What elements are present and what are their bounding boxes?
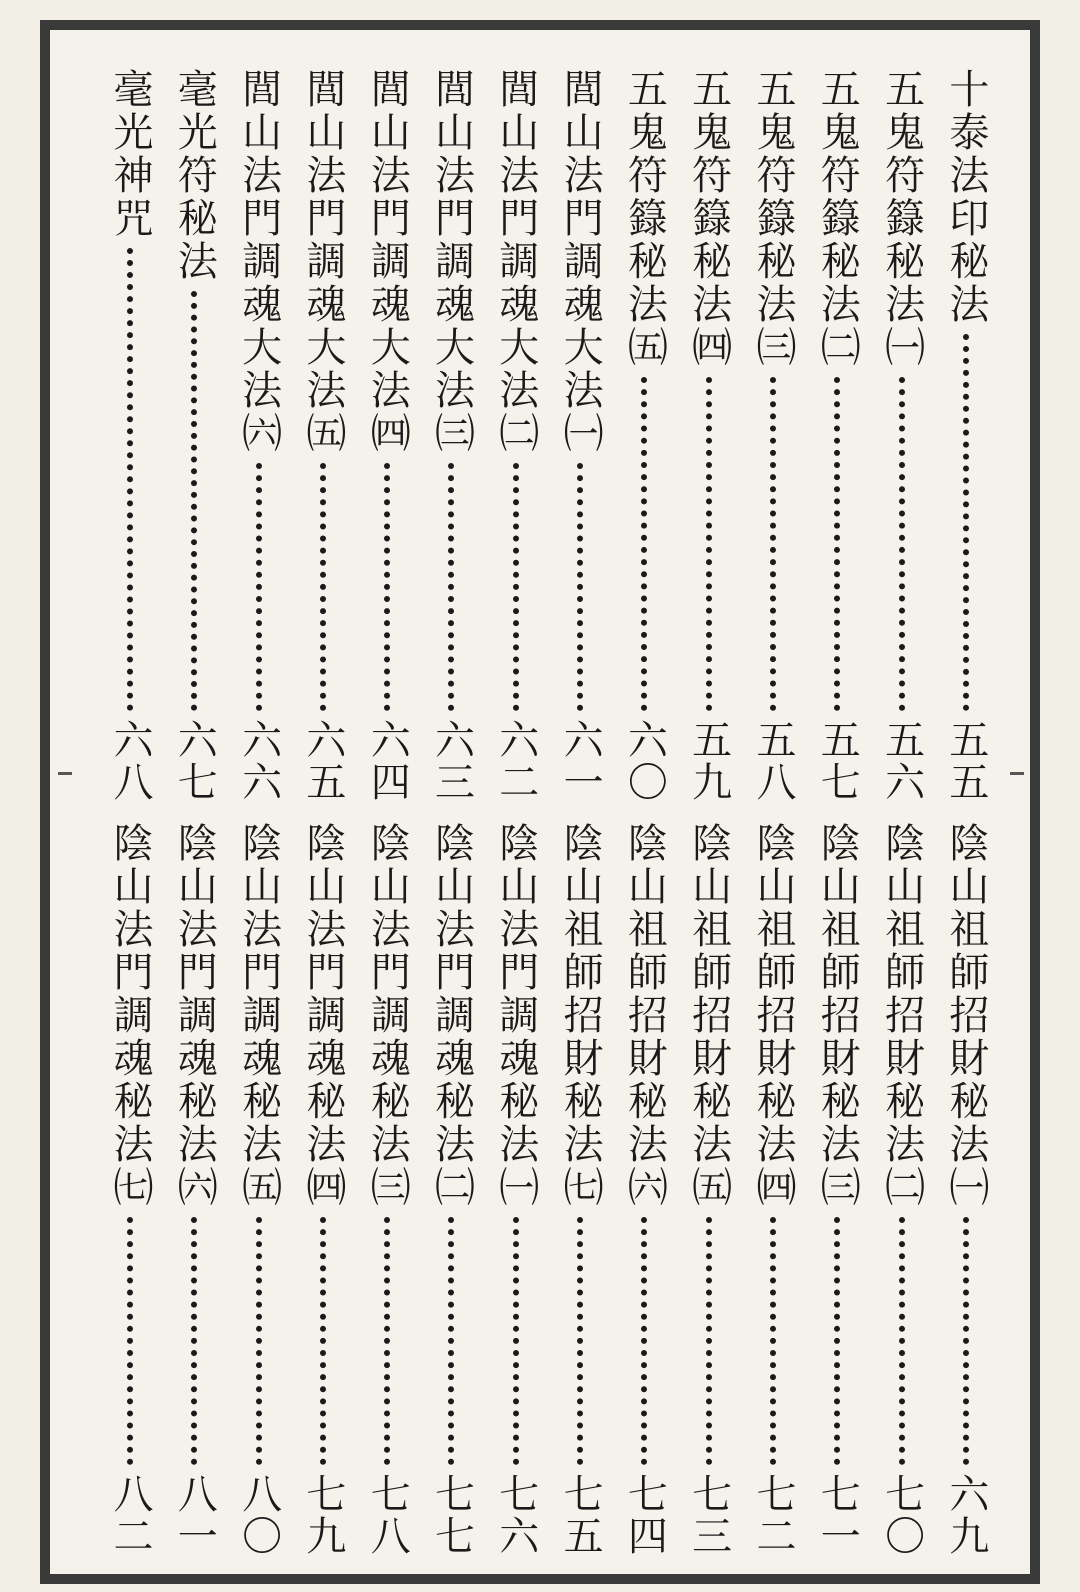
dotted-leader: [577, 1217, 583, 1465]
toc-entry[interactable]: [104, 68, 156, 803]
dotted-leader: [191, 1217, 197, 1465]
toc-entry-page-number: 五五: [942, 719, 989, 803]
toc-entry[interactable]: [490, 822, 542, 1557]
dotted-leader: [899, 377, 905, 711]
dotted-leader: [320, 1217, 326, 1465]
toc-entry-title: 陰山祖師招財秘法㈢: [814, 822, 861, 1209]
dotted-leader: [320, 463, 326, 711]
toc-entry-title: 閭山法門調魂大法㈥: [235, 68, 282, 455]
dotted-leader: [706, 377, 712, 711]
toc-entry-title: 五鬼符籙秘法㈡: [814, 68, 861, 369]
toc-entry[interactable]: [618, 822, 670, 1557]
toc-entry-page-number: 七九: [299, 1473, 346, 1557]
toc-entry[interactable]: [811, 68, 863, 803]
dotted-leader: [641, 1217, 647, 1465]
toc-entry-title: 閭山法門調魂大法㈡: [492, 68, 539, 455]
dotted-leader: [256, 1217, 262, 1465]
toc-entry-page-number: 六九: [942, 1473, 989, 1557]
toc-entry-page-number: 六二: [492, 719, 539, 803]
toc-entry-page-number: 七〇: [878, 1473, 925, 1557]
toc-entry[interactable]: [361, 68, 413, 803]
toc-entry-page-number: 六八: [107, 719, 153, 803]
toc-entry-title: 陰山法門調魂秘法㈡: [428, 822, 475, 1209]
toc-entry-title: 陰山祖師招財秘法㈦: [557, 822, 604, 1209]
dotted-leader: [513, 1217, 519, 1465]
toc-entry[interactable]: [876, 822, 928, 1557]
toc-entry[interactable]: [168, 68, 220, 803]
toc-entry-title: 毫光神咒: [107, 68, 153, 240]
toc-entry-title: 閭山法門調魂大法㈢: [428, 68, 475, 455]
toc-entry-title: 陰山法門調魂秘法㈤: [235, 822, 282, 1209]
dotted-leader: [641, 377, 647, 711]
toc-entry[interactable]: [425, 68, 477, 803]
toc-entry-title: 閭山法門調魂大法㈠: [557, 68, 604, 455]
toc-entry-title: 陰山法門調魂秘法㈠: [492, 822, 539, 1209]
toc-entry-page-number: 六七: [171, 719, 218, 803]
divider-tick-left: [58, 772, 72, 775]
toc-entry[interactable]: [876, 68, 928, 803]
toc-entry-title: 陰山法門調魂秘法㈥: [171, 822, 218, 1209]
toc-entry-page-number: 五八: [749, 719, 796, 803]
toc-entry-page-number: 五六: [878, 719, 925, 803]
toc-entry-title: 毫光符秘法: [171, 68, 218, 283]
dotted-leader: [513, 463, 519, 711]
toc-entry-title: 五鬼符籙秘法㈤: [621, 68, 668, 369]
dotted-leader: [706, 1217, 712, 1465]
dotted-leader: [384, 463, 390, 711]
toc-entry[interactable]: [297, 822, 349, 1557]
toc-entry[interactable]: [233, 822, 285, 1557]
toc-entry[interactable]: [168, 822, 220, 1557]
toc-entry-title: 五鬼符籙秘法㈢: [749, 68, 796, 369]
toc-entry[interactable]: [683, 822, 735, 1557]
toc-entry-page-number: 八一: [171, 1473, 218, 1557]
toc-entry-page-number: 八〇: [235, 1473, 282, 1557]
toc-entry[interactable]: [811, 822, 863, 1557]
toc-entry-page-number: 六〇: [621, 719, 668, 803]
toc-entry-title: 五鬼符籙秘法㈠: [878, 68, 925, 369]
toc-frame: [40, 20, 1040, 1584]
toc-entry-title: 陰山祖師招財秘法㈣: [749, 822, 796, 1209]
toc-entry-page-number: 七七: [428, 1473, 475, 1557]
dotted-leader: [448, 463, 454, 711]
toc-entry-page-number: 七三: [685, 1473, 732, 1557]
toc-entry[interactable]: [683, 68, 735, 803]
toc-entry-title: 陰山法門調魂秘法㈢: [364, 822, 411, 1209]
dotted-leader: [899, 1217, 905, 1465]
toc-entry[interactable]: [425, 822, 477, 1557]
divider-tick-right: [1010, 772, 1024, 775]
dotted-leader: [834, 377, 840, 711]
dotted-leader: [127, 1217, 133, 1465]
toc-entry-page-number: 七一: [814, 1473, 861, 1557]
toc-entry[interactable]: [747, 68, 799, 803]
toc-entry-page-number: 七四: [621, 1473, 668, 1557]
toc-entry[interactable]: [554, 822, 606, 1557]
toc-entry[interactable]: [490, 68, 542, 803]
toc-entry-page-number: 七五: [557, 1473, 604, 1557]
dotted-leader: [834, 1217, 840, 1465]
dotted-leader: [577, 463, 583, 711]
toc-top-panel: [50, 68, 1030, 803]
toc-entry[interactable]: [940, 68, 992, 803]
toc-entry-title: 閭山法門調魂大法㈣: [364, 68, 411, 455]
toc-entry-title: 五鬼符籙秘法㈣: [685, 68, 732, 369]
toc-entry-page-number: 七二: [749, 1473, 796, 1557]
dotted-leader: [256, 463, 262, 711]
toc-entry[interactable]: [361, 822, 413, 1557]
dotted-leader: [963, 1217, 969, 1465]
toc-entry-title: 十泰法印秘法: [942, 68, 989, 326]
toc-entry-page-number: 八二: [107, 1473, 153, 1557]
toc-entry[interactable]: [233, 68, 285, 803]
dotted-leader: [448, 1217, 454, 1465]
toc-entry-title: 陰山祖師招財秘法㈥: [621, 822, 668, 1209]
toc-entry[interactable]: [104, 822, 156, 1557]
dotted-leader: [191, 291, 197, 711]
toc-entry-title: 陰山祖師招財秘法㈠: [942, 822, 989, 1209]
toc-entry[interactable]: [940, 822, 992, 1557]
toc-entry-page-number: 六六: [235, 719, 282, 803]
toc-entry[interactable]: [618, 68, 670, 803]
toc-entry-page-number: 五九: [685, 719, 732, 803]
dotted-leader: [384, 1217, 390, 1465]
toc-entry[interactable]: [297, 68, 349, 803]
dotted-leader: [127, 248, 133, 711]
toc-entry-page-number: 五七: [814, 719, 861, 803]
toc-entry-page-number: 六三: [428, 719, 475, 803]
toc-entry-page-number: 七六: [492, 1473, 539, 1557]
toc-entry-page-number: 六五: [299, 719, 346, 803]
toc-entry[interactable]: [747, 822, 799, 1557]
toc-entry[interactable]: [554, 68, 606, 803]
toc-entry-page-number: 六四: [364, 719, 411, 803]
toc-bottom-panel: [50, 822, 1030, 1557]
toc-entry-title: 陰山祖師招財秘法㈤: [685, 822, 732, 1209]
dotted-leader: [963, 334, 969, 711]
toc-entry-page-number: 七八: [364, 1473, 411, 1557]
dotted-leader: [770, 377, 776, 711]
toc-entry-page-number: 六一: [557, 719, 604, 803]
toc-entry-title: 陰山法門調魂秘法㈣: [299, 822, 346, 1209]
toc-entry-title: 陰山祖師招財秘法㈡: [878, 822, 925, 1209]
toc-entry-title: 陰山法門調魂秘法㈦: [107, 822, 153, 1209]
toc-entry-title: 閭山法門調魂大法㈤: [299, 68, 346, 455]
dotted-leader: [770, 1217, 776, 1465]
